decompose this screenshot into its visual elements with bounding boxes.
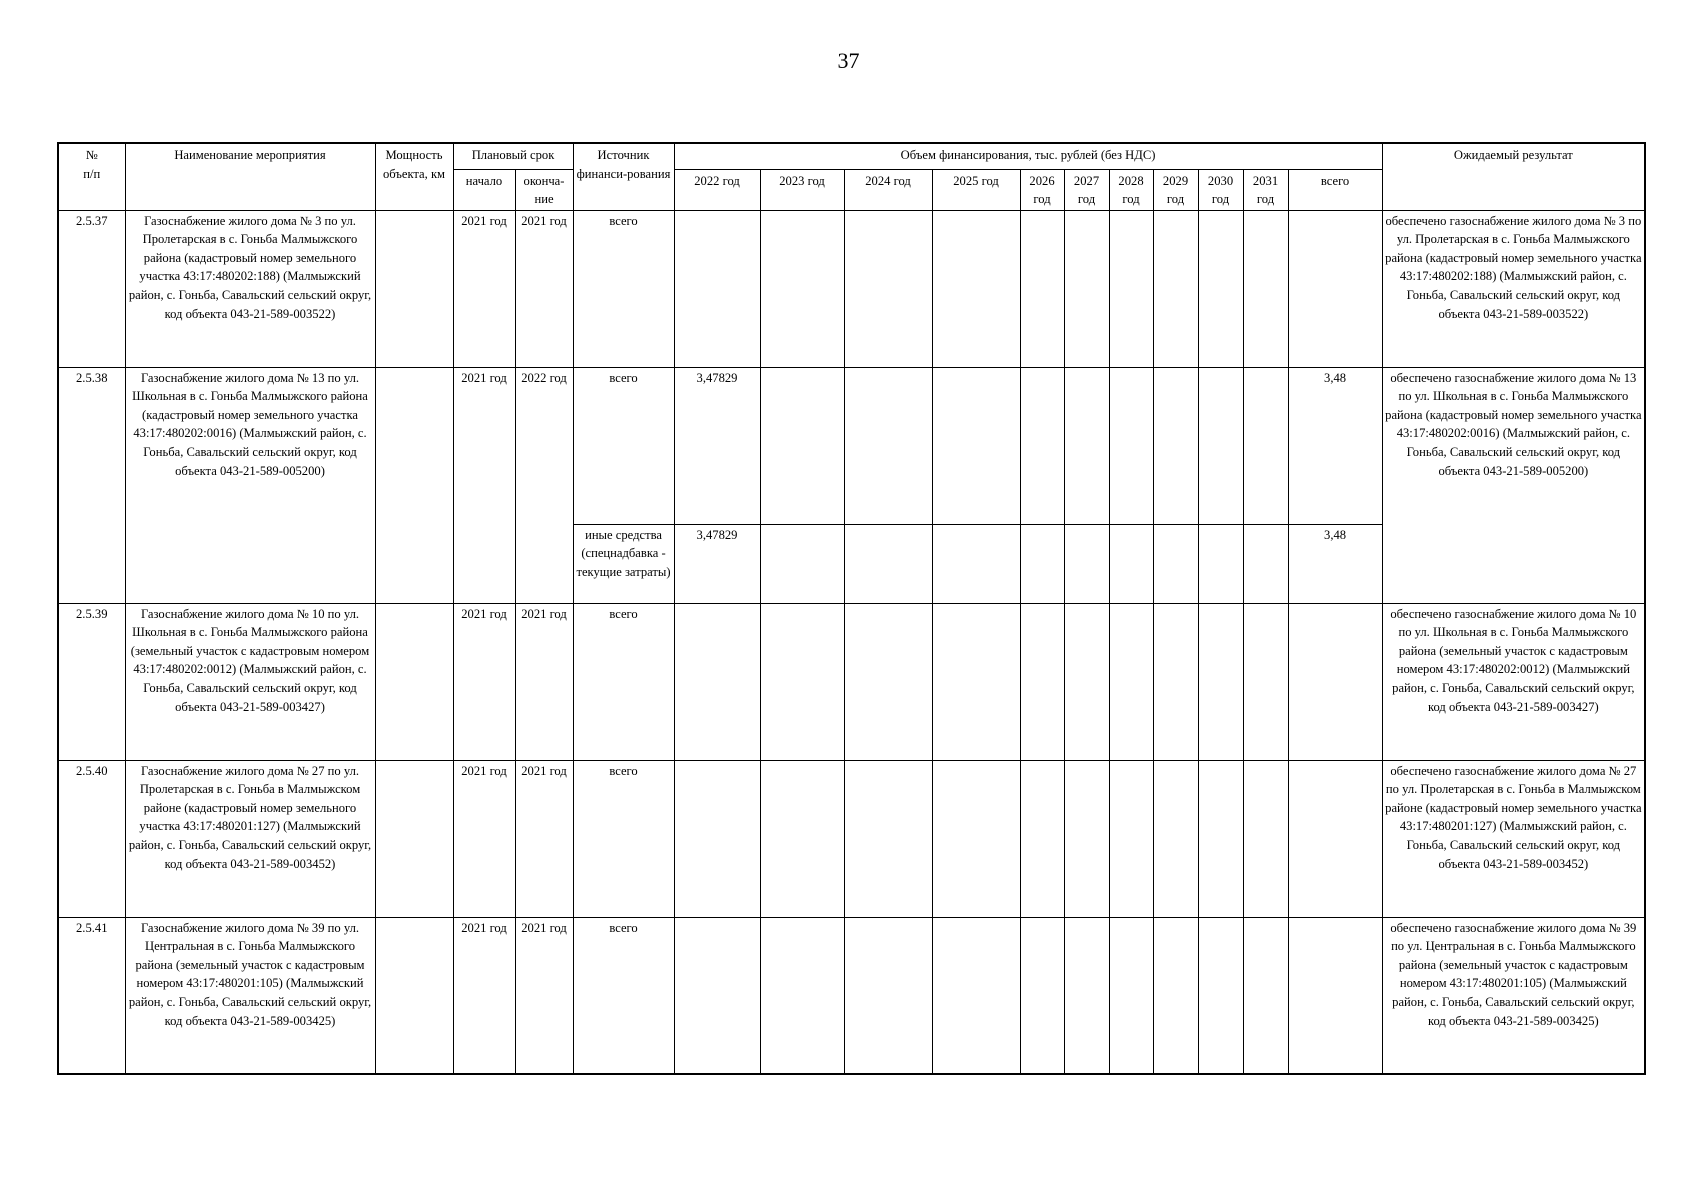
row-value-empty <box>1020 524 1064 603</box>
financing-table <box>57 142 1646 1075</box>
row-value-total <box>1288 760 1382 917</box>
header-num: № п/п <box>58 143 125 210</box>
row-name: Газоснабжение жилого дома № 27 по ул. Пролетарская в с. Гоньба в Малмыжском районе (кадастровый номер земельного участка 43:17:480201:127) (Малмыжский район, с. Гоньба, Савальский сельский округ, код объекта 043-21-589-003452) <box>125 760 375 917</box>
table-row <box>58 917 1645 1074</box>
row-source: всего <box>573 603 674 760</box>
row-value-empty <box>760 760 844 917</box>
header-year: 2030 год <box>1198 169 1243 210</box>
row-value-empty <box>1153 524 1198 603</box>
row-end: 2021 год <box>515 917 573 1074</box>
header-result: Ожидаемый результат <box>1382 143 1645 210</box>
row-value-empty <box>760 367 844 524</box>
row-value-empty <box>932 210 1020 367</box>
row-start: 2021 год <box>453 367 515 603</box>
row-value-empty <box>1198 603 1243 760</box>
header-year: 2027 год <box>1064 169 1109 210</box>
header-capacity: Мощность объекта, км <box>375 143 453 210</box>
row-value-total: 3,48 <box>1288 524 1382 603</box>
row-value-empty <box>1243 210 1288 367</box>
row-value-total: 3,48 <box>1288 367 1382 524</box>
row-value-total <box>1288 917 1382 1074</box>
row-result: обеспечено газоснабжение жилого дома № 27 по ул. Пролетарская в с. Гоньба в Малмыжском районе (кадастровый номер земельного участка 43:17:480201:127) (Малмыжский район, с. Гоньба, Савальский сельский округ, код объекта 043-21-589-003452) <box>1382 760 1645 917</box>
row-num: 2.5.38 <box>58 367 125 603</box>
row-value-empty <box>844 524 932 603</box>
row-num: 2.5.41 <box>58 917 125 1074</box>
row-value-empty <box>1153 210 1198 367</box>
row-value-empty <box>844 917 932 1074</box>
row-name: Газоснабжение жилого дома № 13 по ул. Школьная в с. Гоньба Малмыжского района (кадастровый номер земельного участка 43:17:480202:0016) (Малмыжский район, с. Гоньба, Савальский сельский округ, код объекта 043-21-589-005200) <box>125 367 375 603</box>
row-value-empty <box>844 210 932 367</box>
header-total: всего <box>1288 169 1382 210</box>
header-year: 2031 год <box>1243 169 1288 210</box>
row-value-2022: 3,47829 <box>674 367 760 524</box>
row-value-empty <box>1198 917 1243 1074</box>
row-value-empty <box>932 603 1020 760</box>
row-capacity <box>375 210 453 367</box>
row-value-empty <box>1020 367 1064 524</box>
row-value-2022 <box>674 210 760 367</box>
header-year: 2026 год <box>1020 169 1064 210</box>
row-source: всего <box>573 760 674 917</box>
row-value-empty <box>1064 603 1109 760</box>
row-value-empty <box>1198 524 1243 603</box>
row-value-empty <box>1064 760 1109 917</box>
row-result: обеспечено газоснабжение жилого дома № 3 по ул. Пролетарская в с. Гоньба Малмыжского района (кадастровый номер земельного участка 43:17:480202:188) (Малмыжский район, с. Гоньба, Савальский сельский округ, код объекта 043-21-589-003522) <box>1382 210 1645 367</box>
header-year: 2022 год <box>674 169 760 210</box>
header-year: 2025 год <box>932 169 1020 210</box>
row-value-empty <box>1243 603 1288 760</box>
row-value-empty <box>1109 603 1153 760</box>
row-source: всего <box>573 917 674 1074</box>
row-value-empty <box>1153 760 1198 917</box>
row-start: 2021 год <box>453 210 515 367</box>
row-value-empty <box>1064 367 1109 524</box>
row-value-empty <box>844 367 932 524</box>
page-number: 37 <box>837 48 860 73</box>
row-value-empty <box>1020 917 1064 1074</box>
row-value-total <box>1288 603 1382 760</box>
row-value-empty <box>1064 210 1109 367</box>
header-volume: Объем финансирования, тыс. рублей (без НДС) <box>674 143 1382 169</box>
row-value-empty <box>844 603 932 760</box>
row-num: 2.5.40 <box>58 760 125 917</box>
row-value-empty <box>1109 210 1153 367</box>
header-end: оконча-ние <box>515 169 573 210</box>
row-value-empty <box>1243 917 1288 1074</box>
table-row <box>58 760 1645 917</box>
row-end: 2021 год <box>515 210 573 367</box>
row-value-empty <box>760 524 844 603</box>
header-start: начало <box>453 169 515 210</box>
row-value-empty <box>760 603 844 760</box>
row-value-empty <box>1020 210 1064 367</box>
row-end: 2021 год <box>515 603 573 760</box>
row-capacity <box>375 917 453 1074</box>
row-value-empty <box>1020 760 1064 917</box>
row-value-empty <box>932 760 1020 917</box>
row-num: 2.5.37 <box>58 210 125 367</box>
row-value-2022 <box>674 760 760 917</box>
row-name: Газоснабжение жилого дома № 10 по ул. Школьная в с. Гоньба Малмыжского района (земельный участок с кадастровым номером 43:17:480202:0012) (Малмыжский район, с. Гоньба, Савальский сельский округ, код объекта 043-21-589-003427) <box>125 603 375 760</box>
row-source: всего <box>573 210 674 367</box>
row-value-empty <box>760 917 844 1074</box>
row-value-empty <box>932 917 1020 1074</box>
header-source: Источник финанси-рования <box>573 143 674 210</box>
row-value-empty <box>1198 760 1243 917</box>
row-start: 2021 год <box>453 917 515 1074</box>
row-value-empty <box>1198 367 1243 524</box>
row-value-empty <box>1064 524 1109 603</box>
row-num: 2.5.39 <box>58 603 125 760</box>
table-row <box>58 603 1645 760</box>
row-source: всего <box>573 367 674 524</box>
header-planned-term: Плановый срок <box>453 143 573 169</box>
row-capacity <box>375 603 453 760</box>
row-value-empty <box>1153 367 1198 524</box>
row-value-empty <box>932 524 1020 603</box>
row-value-empty <box>844 760 932 917</box>
row-value-empty <box>1243 524 1288 603</box>
row-source: иные средства (спецнадбавка - текущие затраты) <box>573 524 674 603</box>
row-value-2022 <box>674 917 760 1074</box>
header-year: 2024 год <box>844 169 932 210</box>
header-year: 2023 год <box>760 169 844 210</box>
row-result: обеспечено газоснабжение жилого дома № 13 по ул. Школьная в с. Гоньба Малмыжского района (кадастровый номер земельного участка 43:17:480202:0016) (Малмыжский район, с. Гоньба, Савальский сельский округ, код объекта 043-21-589-005200) <box>1382 367 1645 603</box>
row-start: 2021 год <box>453 603 515 760</box>
header-year: 2028 год <box>1109 169 1153 210</box>
row-value-empty <box>1243 760 1288 917</box>
row-value-2022 <box>674 603 760 760</box>
table-row <box>58 210 1645 367</box>
row-value-empty <box>1109 524 1153 603</box>
row-name: Газоснабжение жилого дома № 3 по ул. Пролетарская в с. Гоньба Малмыжского района (кадастровый номер земельного участка 43:17:480202:188) (Малмыжский район, с. Гоньба, Савальский сельский округ, код объекта 043-21-589-003522) <box>125 210 375 367</box>
row-value-empty <box>1153 917 1198 1074</box>
row-value-empty <box>1198 210 1243 367</box>
row-value-empty <box>1064 917 1109 1074</box>
row-value-empty <box>932 367 1020 524</box>
row-value-empty <box>1109 917 1153 1074</box>
row-value-empty <box>1109 367 1153 524</box>
row-value-empty <box>1243 367 1288 524</box>
row-result: обеспечено газоснабжение жилого дома № 10 по ул. Школьная в с. Гоньба Малмыжского района (земельный участок с кадастровым номером 43:17:480202:0012) (Малмыжский район, с. Гоньба, Савальский сельский округ, код объекта 043-21-589-003427) <box>1382 603 1645 760</box>
row-value-empty <box>1109 760 1153 917</box>
row-value-total <box>1288 210 1382 367</box>
row-value-empty <box>1153 603 1198 760</box>
row-value-empty <box>760 210 844 367</box>
row-name: Газоснабжение жилого дома № 39 по ул. Центральная в с. Гоньба Малмыжского района (земельный участок с кадастровым номером 43:17:480201:105) (Малмыжский район, с. Гоньба, Савальский сельский округ, код объекта 043-21-589-003425) <box>125 917 375 1074</box>
row-capacity <box>375 367 453 603</box>
table-row <box>58 367 1645 524</box>
header-year: 2029 год <box>1153 169 1198 210</box>
row-end: 2021 год <box>515 760 573 917</box>
header-name: Наименование мероприятия <box>125 143 375 210</box>
row-start: 2021 год <box>453 760 515 917</box>
row-value-empty <box>1020 603 1064 760</box>
row-capacity <box>375 760 453 917</box>
row-value-2022: 3,47829 <box>674 524 760 603</box>
row-end: 2022 год <box>515 367 573 603</box>
row-result: обеспечено газоснабжение жилого дома № 39 по ул. Центральная в с. Гоньба Малмыжского района (земельный участок с кадастровым номером 43:17:480201:105) (Малмыжский район, с. Гоньба, Савальский сельский округ, код объекта 043-21-589-003425) <box>1382 917 1645 1074</box>
